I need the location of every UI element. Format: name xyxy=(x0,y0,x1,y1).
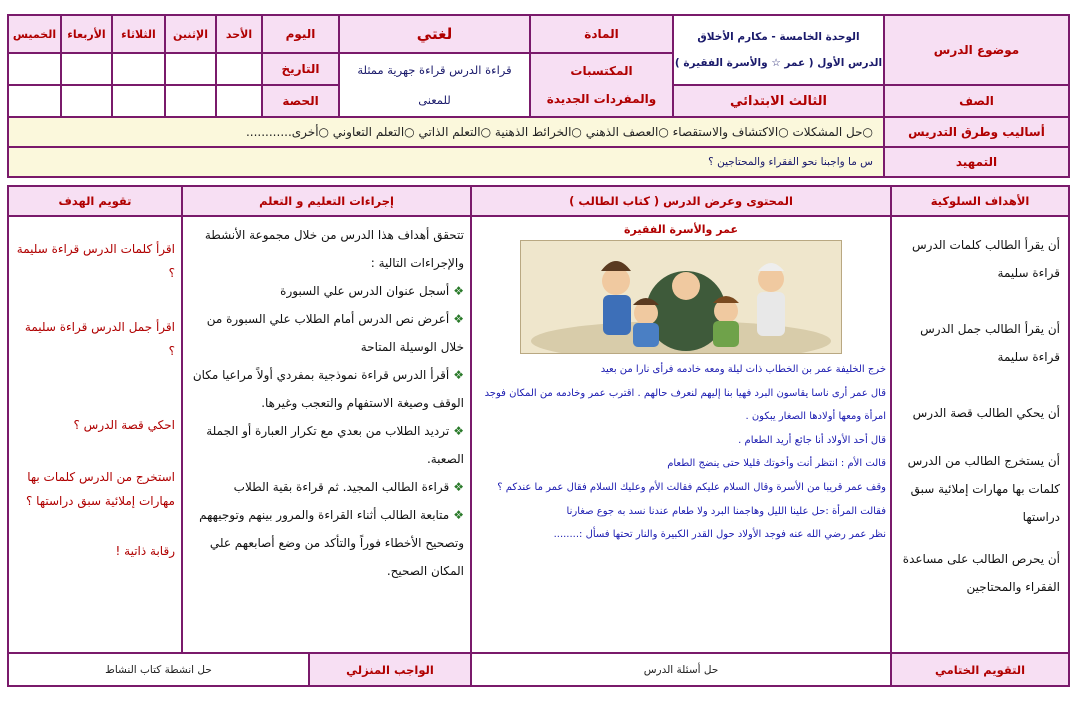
lesson-title-cell xyxy=(673,15,884,85)
story-text xyxy=(472,358,890,547)
day-cell-sunday xyxy=(216,53,262,85)
objective-item: أن يقرأ الطالب كلمات الدرس قراءة سليمة xyxy=(912,238,1061,280)
objective-item: أن يحرص الطالب على مساعدة الفقراء والمحتاجين xyxy=(902,552,1061,594)
story-paragraph: قالت الأم : انتظر أنت وأخوتك قليلا حتى ينضج الطعام xyxy=(667,458,887,470)
assessment-item: احكي قصة الدرس ؟ xyxy=(73,418,175,432)
family-illustration-icon xyxy=(521,241,841,353)
assessment-item: استخرج من الدرس كلمات بها مهارات إملائية سبق دراستها ؟ xyxy=(25,470,175,508)
assessment-item: اقرأ كلمات الدرس قراءة سليمة ؟ xyxy=(16,242,175,280)
diamond-bullet-icon: ❖ xyxy=(453,508,464,522)
intro-value: س ما واجبنا نحو الفقراء والمحتاجين ؟ xyxy=(8,147,884,177)
period-cell-sunday xyxy=(216,85,262,117)
story-paragraph: قال عمر أرى ناسا يقاسون البرد فهيا بنا إليهم لنعرف حالهم . اقترب عمر وخادمه من المكان فوجد امرأة ومعها أولادها الصغار يبكون . xyxy=(484,387,887,423)
procedure-item: ❖قراءة الطالب المجيد. ثم قراءة بقية الطلاب xyxy=(233,480,464,494)
subject-value: لغتي xyxy=(339,15,530,53)
period-cell-thursday xyxy=(8,85,61,117)
day-cell-wednesday xyxy=(61,53,112,85)
period-cell-monday xyxy=(165,85,216,117)
day-monday: الإثنين xyxy=(165,15,216,53)
content-header: المحتوى وعرض الدرس ( كتاب الطالب ) xyxy=(471,186,891,216)
day-tuesday: الثلاثاء xyxy=(112,15,165,53)
class-value: الثالث الابتدائي xyxy=(673,85,884,117)
story-paragraph: قال أحد الأولاد أنا جائع أريد الطعام . xyxy=(738,434,887,446)
diamond-bullet-icon: ❖ xyxy=(453,312,464,326)
date-label: التاريخ xyxy=(262,53,339,85)
day-label: اليوم xyxy=(262,15,339,53)
procedure-item: ❖ترديد الطلاب من بعدي مع تكرار العبارة أو الجملة الصعبة. xyxy=(206,424,464,466)
diamond-bullet-icon: ❖ xyxy=(453,368,464,382)
period-cell-wednesday xyxy=(61,85,112,117)
lesson-line: الدرس الأول ( عمر ☆ والأسرة الفقيرة ) xyxy=(674,57,883,69)
story-paragraph: وقف عمر قريبا من الأسرة وقال السلام عليكم فقالت الأم وعليك السلام فقال عمر ما عندكم ؟ فقالت المرأة :حل علينا الليل وهاجمنا البرد ولا طعام عندنا نسد به جوع صغارنا xyxy=(497,481,887,517)
period-cell-tuesday xyxy=(112,85,165,117)
day-cell-tuesday xyxy=(112,53,165,85)
final-assessment-label: التقويم الختامي xyxy=(891,653,1069,686)
prior-value: قراءة الدرس قراءة جهرية ممثلة للمعنى xyxy=(339,53,530,117)
methods-label: أساليب وطرق التدريس xyxy=(884,117,1069,147)
diamond-bullet-icon: ❖ xyxy=(453,480,464,494)
assessment-header: تقويم الهدف xyxy=(8,186,182,216)
procedure-item: ❖متابعة الطالب أثناء القراءة والمرور بينهم وتوجيههم وتصحيح الأخطاء فوراً والتأكد من وضع أصابعهم علي المكان الصحيح. xyxy=(199,508,464,578)
story-illustration xyxy=(520,240,842,354)
final-assessment-value: حل أسئلة الدرس xyxy=(471,653,891,686)
unit-line: الوحدة الخامسة - مكارم الأخلاق xyxy=(697,31,860,43)
homework-value: حل انشطة كتاب النشاط xyxy=(8,653,309,686)
story-paragraph: نظر عمر رضي الله عنه فوجد الأولاد حول القدر الكبيرة والنار تحتها فسأل :........ xyxy=(553,529,887,541)
lesson-info-table xyxy=(7,14,1070,178)
prior-label: المكتسبات والمفردات الجديدة xyxy=(530,53,673,117)
day-cell-monday xyxy=(165,53,216,85)
story-title: عمر والأسرة الفقيرة xyxy=(624,223,738,236)
procedure-item: ❖أسجل عنوان الدرس علي السبورة xyxy=(280,284,464,298)
homework-label: الواجب المنزلي xyxy=(309,653,471,686)
topic-label: موضوع الدرس xyxy=(884,15,1069,85)
assessment-column xyxy=(8,216,182,653)
diamond-bullet-icon: ❖ xyxy=(453,424,464,438)
day-sunday: الأحد xyxy=(216,15,262,53)
procedures-header: إجراءات التعليم و التعلم xyxy=(182,186,471,216)
intro-label: التمهيد xyxy=(884,147,1069,177)
story-paragraph: خرج الخليفة عمر بن الخطاب ذات ليلة ومعه خادمه فرأى نارا من بعيد xyxy=(600,364,887,375)
procedures-intro: تتحقق أهداف هذا الدرس من خلال مجموعة الأنشطة والإجراءات التالية : xyxy=(204,228,464,270)
methods-value: ○حل المشكلات ○الاكتشاف والاستقصاء ○العصف الذهني ○الخرائط الذهنية ○التعلم الذاتي ○التعلم التعاوني ○أخرى............ xyxy=(8,117,884,147)
objective-item: أن يقرأ الطالب جمل الدرس قراءة سليمة xyxy=(920,322,1061,364)
objectives-header: الأهداف السلوكية xyxy=(891,186,1069,216)
diamond-bullet-icon: ❖ xyxy=(453,284,464,298)
procedure-item: ❖أقرأ الدرس قراءة نموذجية بمفردي أولاً مراعيا مكان الوقف وصيغة الاستفهام والتعجب وغيرها. xyxy=(192,368,464,410)
day-cell-thursday xyxy=(8,53,61,85)
assessment-item: رقابة ذاتية ! xyxy=(115,544,175,558)
period-label: الحصة xyxy=(262,85,339,117)
objective-item: أن يستخرج الطالب من الدرس كلمات بها مهارات إملائية سبق دراستها xyxy=(907,454,1061,524)
procedure-item: ❖أعرض نص الدرس أمام الطلاب علي السبورة من خلال الوسيلة المتاحة xyxy=(206,312,464,354)
content-column xyxy=(471,216,891,653)
objective-item: أن يحكي الطالب قصة الدرس xyxy=(912,406,1061,420)
subject-label: المادة xyxy=(530,15,673,53)
day-thursday: الخميس xyxy=(8,15,61,53)
assessment-item: اقرأ جمل الدرس قراءة سليمة ؟ xyxy=(24,320,175,358)
lesson-plan-table xyxy=(7,185,1070,687)
day-wednesday: الأربعاء xyxy=(61,15,112,53)
class-label: الصف xyxy=(884,85,1069,117)
objectives-column xyxy=(891,216,1069,653)
procedures-column xyxy=(182,216,471,653)
